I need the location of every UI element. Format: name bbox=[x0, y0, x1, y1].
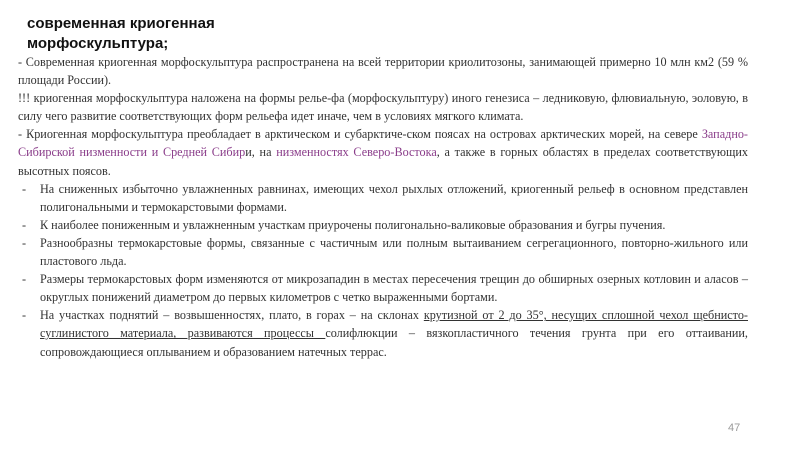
list-item-text: Размеры термокарстовых форм изменяются от микрозападин в местах пересечения трещин до обширных озерных котловин и аласов – округлых понижений диаметром до первых километров с четко выраженными бортами. bbox=[40, 272, 748, 305]
slide-title: современная криогенная морфоскульптура; bbox=[27, 15, 215, 52]
paragraph-overlay: !!! криогенная морфоскульптура наложена на формы релье-фа (морфоскульптуру) иного генезиса – ледниковую, флювиальную, эоловую, в силу чего развитие соответствующих форм рельефа идет иначе, чем в условиях мягкого климата. bbox=[18, 91, 748, 124]
highlight-northeast-lowlands: низменностях Северо-Востока bbox=[276, 145, 437, 160]
text-fragment: - Криогенная морфоскульптура преобладает в арктическом и субарктиче-ском поясах на островах арктических морей, на севере bbox=[18, 127, 702, 142]
text-fragment: и, на bbox=[245, 145, 277, 160]
list-item bbox=[18, 180, 748, 216]
list-dash: - bbox=[22, 235, 27, 250]
highlight-west-siberia: Западно-Сибирской низменности и Средней Сибир bbox=[18, 127, 748, 160]
list-item-text: На участках поднятий – возвышенностях, плато, в горах – на склонах bbox=[40, 308, 424, 323]
list-item bbox=[18, 234, 748, 270]
list-item bbox=[18, 216, 748, 234]
underlined-text: крутизной от 2 до 35°, несущих сплошной чехол щебнисто-суглинистого материала, развиваются процессы bbox=[40, 308, 748, 341]
text-fragment: , а также в горных областях в пределах соответствующих высотных поясов. bbox=[18, 145, 749, 178]
list-item bbox=[18, 306, 748, 360]
paragraph-distribution: - Современная криогенная морфоскульптура распространена на всей территории криолитозоны, занимающей примерно 10 млн км2 (59 % площади России). bbox=[18, 55, 748, 88]
page-number: 47 bbox=[728, 422, 741, 434]
list-dash: - bbox=[22, 217, 27, 232]
list-item-text: К наиболее пониженным и увлажненным участкам приурочены полигонально-валиковые образования и бугры пучения. bbox=[40, 217, 666, 232]
list-item bbox=[18, 270, 748, 306]
list-dash: - bbox=[22, 181, 27, 196]
list-item-text: На сниженных избыточно увлажненных равнинах, имеющих чехол рыхлых отложений, криогенный рельеф в основном представлен полигональными и термокарстовыми формами. bbox=[40, 181, 748, 214]
list-item-text: солифлюкции – вязкопластичного течения грунта при его оттаивании, сопровождающиеся оплыванием и образованием натечных террас. bbox=[40, 326, 748, 359]
list-item-text: Разнообразны термокарстовые формы, связанные с частичным или полным вытаиванием сегрегационного, повторно-жильного или пластового льда. bbox=[40, 235, 748, 269]
list-dash: - bbox=[22, 272, 27, 287]
paragraph-predominance bbox=[18, 125, 748, 179]
slide-content bbox=[18, 53, 748, 361]
list-dash: - bbox=[22, 308, 27, 323]
